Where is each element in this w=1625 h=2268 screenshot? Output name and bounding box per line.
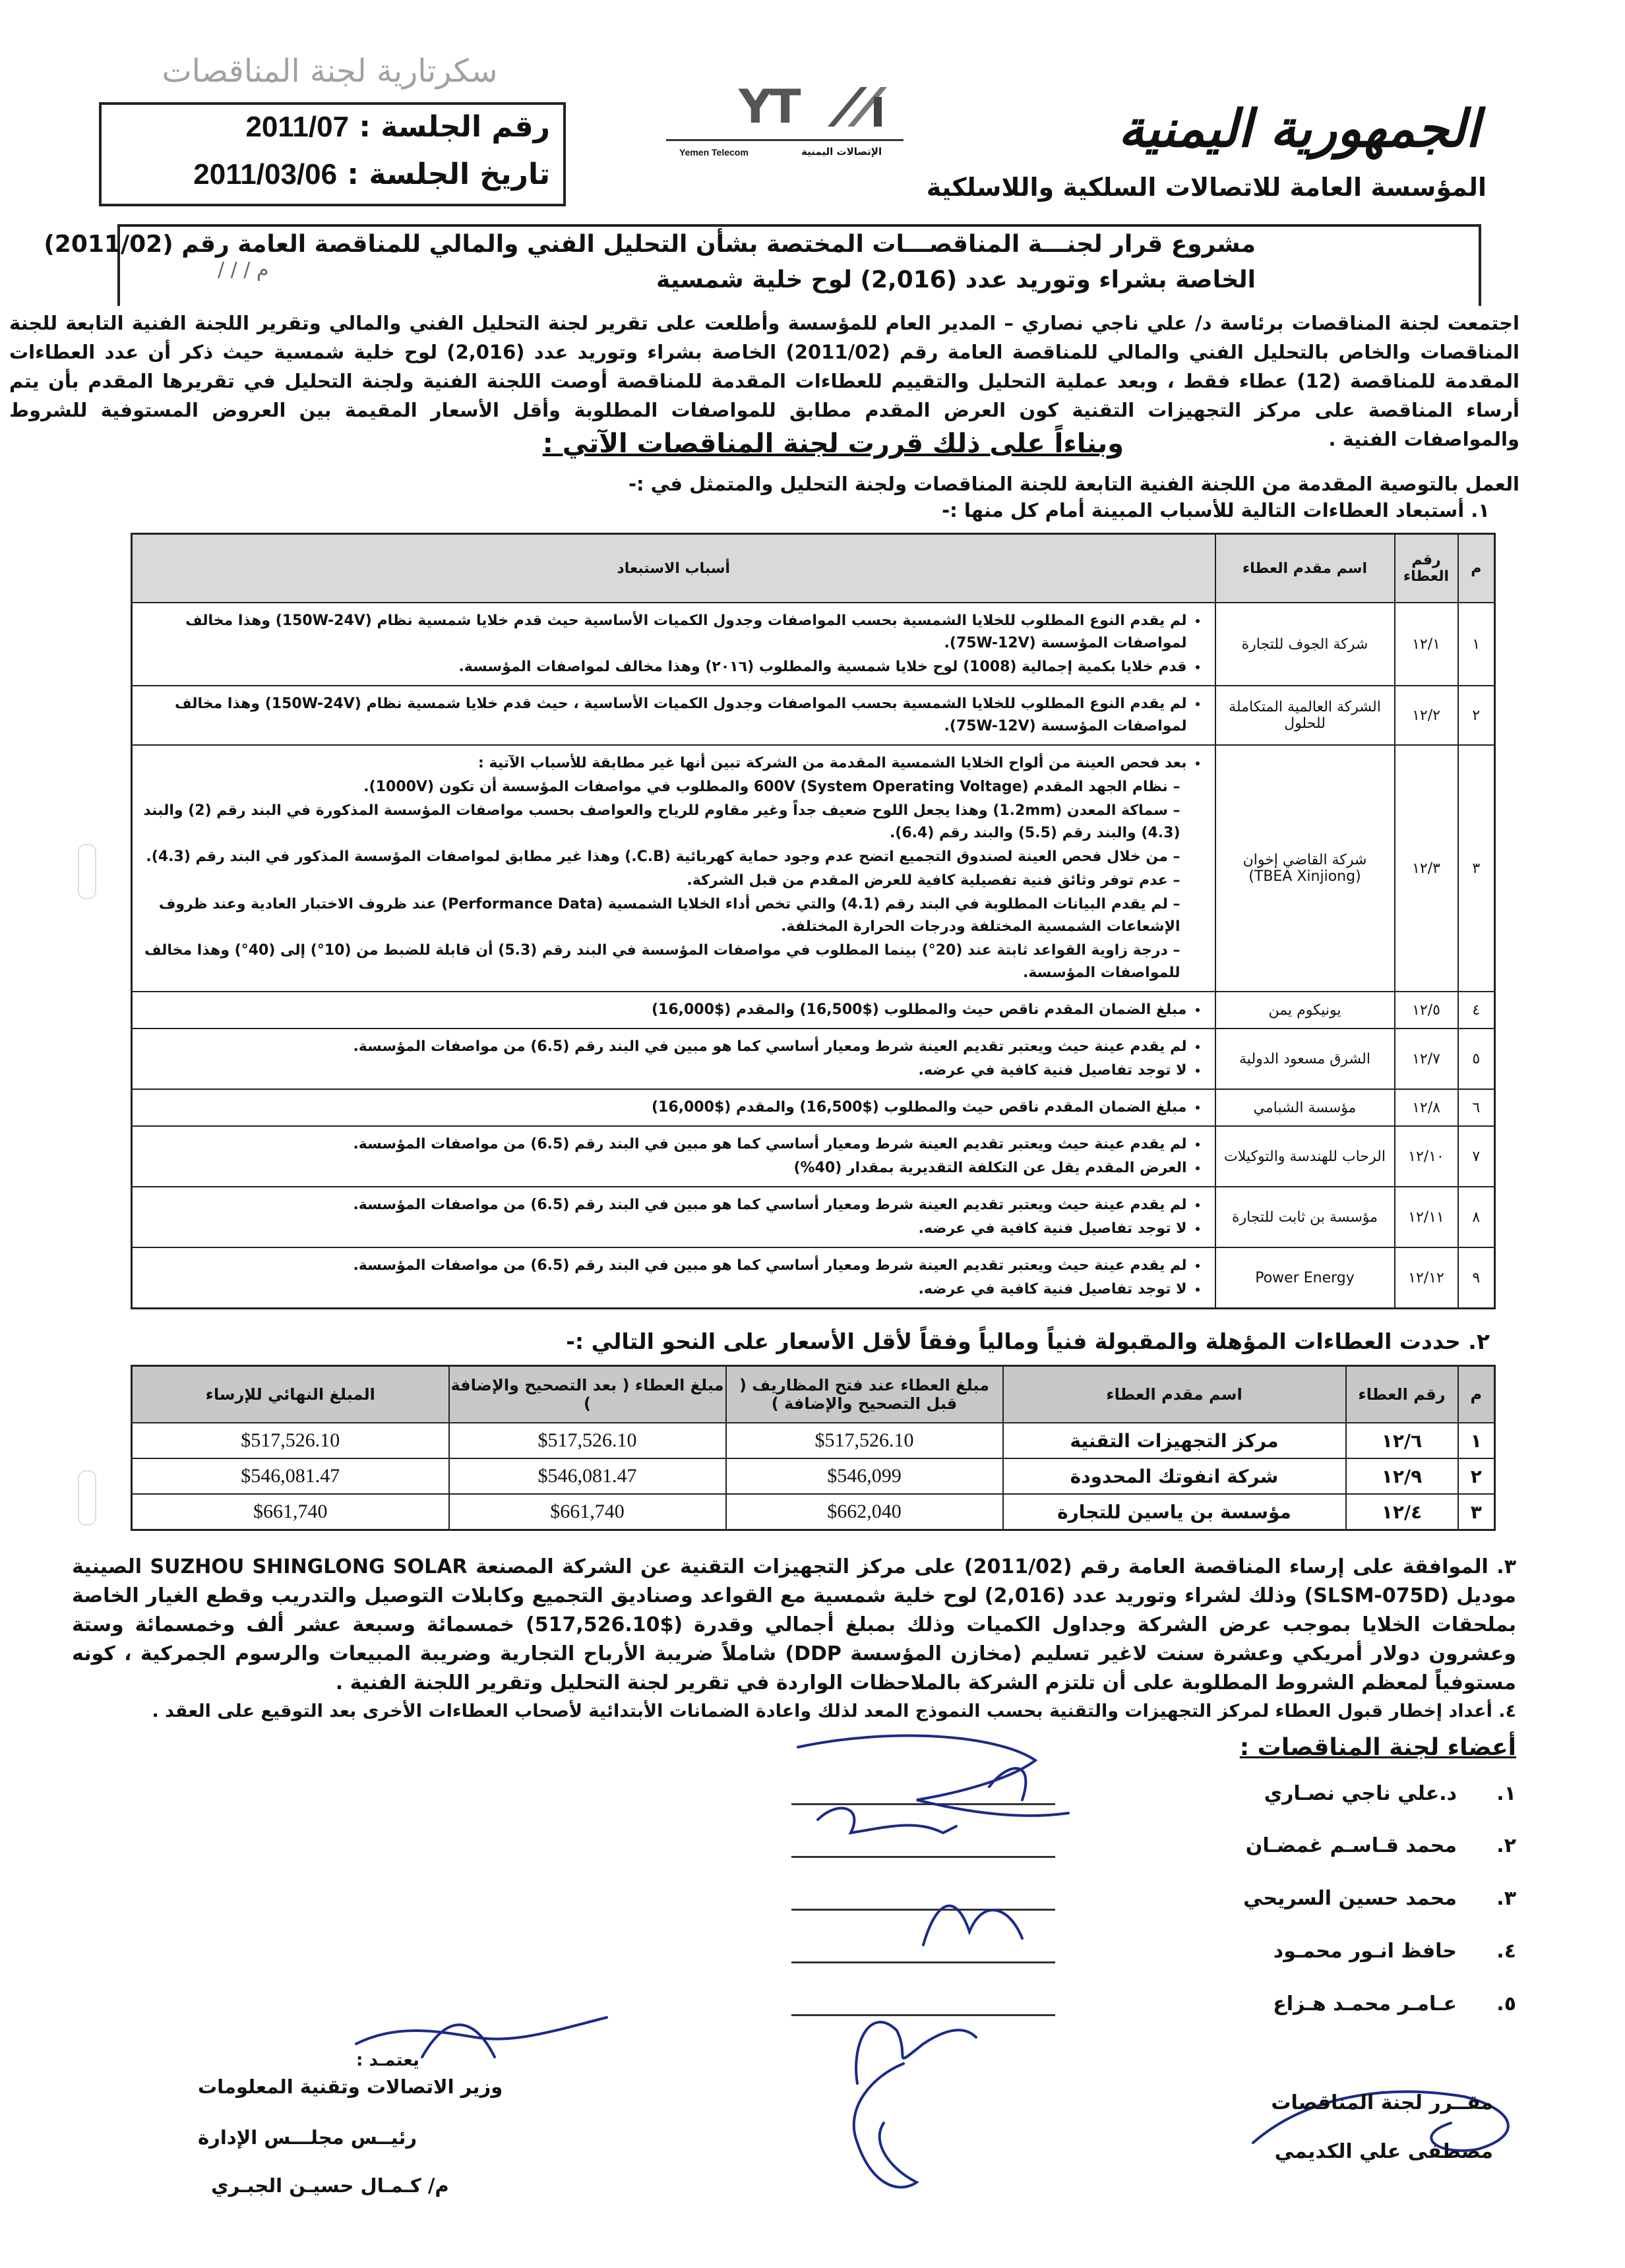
exclusion-reasons — [132, 686, 1215, 745]
table-row — [132, 1423, 1495, 1458]
row-no: ٧ — [1458, 1126, 1495, 1187]
bid-number: ١٢/٨ — [1395, 1089, 1458, 1126]
reason-item: • مبلغ الضمان المقدم ناقص حيث والمطلوب ($16,500) والمقدم ($16,000) — [138, 1096, 1187, 1119]
member-signature — [910, 1886, 1042, 1958]
bidder-name-text: شركة القاضي إخوان — [1242, 852, 1367, 868]
member-5: ٥.عـامـر محمـد هـزاع — [1273, 1992, 1516, 2015]
table-row — [132, 1089, 1495, 1126]
punch-hole — [78, 844, 96, 899]
row-no: ٣ — [1458, 745, 1495, 992]
row-no: ٦ — [1458, 1089, 1495, 1126]
reason-item: • لم يقدم النوع المطلوب للخلايا الشمسية بحسب المواصفات وجدول الكميات الأساسية ، حيث قدم خلايا شمسية نظام (150W-24V) وهذا مخالف لمواصفات المؤسسة (75W-12V). — [138, 693, 1187, 738]
logo-bars-icon — [821, 84, 900, 130]
bidder-name — [1215, 1126, 1395, 1187]
rapporteur-title: مقــرر لجنة المناقصات — [1271, 2091, 1493, 2114]
col-bidder: اسم مقدم العطاء — [1003, 1366, 1346, 1423]
logo-mark: YT — [739, 80, 799, 134]
rapporteur-name: مصطفى علي الكديمي — [1274, 2140, 1493, 2163]
bidder-name: شركة انفوتك المحدودة — [1003, 1458, 1346, 1494]
qualified-bids-table — [131, 1365, 1496, 1531]
amount-final: $546,081.47 — [132, 1458, 449, 1494]
amount-after: $661,740 — [449, 1494, 726, 1530]
reason-item: • بعد فحص العينة من ألواح الخلايا الشمسية المقدمة من الشركة تبين أنها غير مطابقة للأسباب الآتية : — [138, 752, 1187, 775]
reason-item: – عدم توفر وثائق فنية تفصيلية كافية للعرض المقدم من قبل الشركة. — [138, 870, 1187, 892]
item-1: ١. أستبعاد العطاءات التالية للأسباب المبينة أمام كل منها :- — [942, 499, 1490, 522]
reason-item: • مبلغ الضمان المقدم ناقص حيث والمطلوب ($16,500) والمقدم ($16,000) — [138, 999, 1187, 1021]
bid-number: ١٢/١٢ — [1395, 1247, 1458, 1309]
session-number-row — [245, 110, 550, 144]
bid-number: ١٢/١١ — [1395, 1187, 1458, 1247]
col-bid: رقم العطاء — [1395, 534, 1458, 603]
bid-number: ١٢/٦ — [1346, 1423, 1458, 1458]
col-no: م — [1458, 1366, 1495, 1423]
table-row — [132, 1494, 1495, 1530]
col-final: المبلغ النهائي للإرساء — [132, 1366, 449, 1423]
item-4: ٤. أعداد إخطار قبول العطاء لمركز التجهيزات والتقنية بحسب النموذج المعد لذلك واعادة الضمانات الأبتدائية لأصحاب العطاءات الأخرى بعد التوقيع على العقد . — [152, 1701, 1516, 1721]
reason-item: • لم يقدم عينة حيث ويعتبر تقديم العينة شرط ومعيار أساسي كما هو مبين في البند رقم (6.5) من مواصفات المؤسسة. — [138, 1133, 1187, 1156]
bid-number: ١٢/٥ — [1395, 992, 1458, 1029]
bidder-name-text: يونيكوم يمن — [1268, 1001, 1341, 1019]
decision-subtitle: الخاصة بشراء وتوريد عدد (2,016) لوح خلية شمسية — [656, 266, 1256, 293]
intro-paragraph: اجتمعت لجنة المناقصات برئاسة د/ علي ناجي نصاري – المدير العام للمؤسسة وأطلعت على تقرير لجنة التحليل الفني والمالي وتقرير اللجنة الفنية التابعة للجنة المناقصات والخاص بالتحليل الفني والمالي للمناقصة العامة رقم (2011/02) الخاصة بشراء وتوريد عدد (2,016) لوح خلية شمسية حيث ذكر أن عدد العطاءات المقدمة للمناقصة (12) عطاء فقط ، وبعد عملية التحليل والتقييم للعطاءات المقدمة للمناقصة أوصت اللجنة الفنية ولجنة التحليل في تقريرها المقدم بأن يتم أرساء المناقصة على مركز التجهيزات التقنية كون العرض المقدم مطابق للمواصفات المطلوبة وأقل الأسعار المقيمة بين العروض المستوفية للشروط والمواصفات الفنية . — [9, 312, 1520, 450]
member-1: ١.د.علي ناجي نصـاري — [1264, 1782, 1516, 1805]
exclusion-reasons — [132, 992, 1215, 1029]
exclusion-reasons — [132, 1029, 1215, 1089]
bid-number: ١٢/١٠ — [1395, 1126, 1458, 1187]
col-no: م — [1458, 534, 1495, 603]
session-box — [99, 102, 566, 206]
punch-hole — [78, 1470, 96, 1526]
bidder-name-text: مؤسسة الشبامي — [1253, 1099, 1357, 1116]
bidder-name — [1215, 1029, 1395, 1089]
logo-underline — [666, 139, 904, 141]
table-row — [132, 603, 1495, 686]
row-no: ١ — [1458, 603, 1495, 686]
reason-item: • لم يقدم عينة حيث ويعتبر تقديم العينة شرط ومعيار أساسي كما هو مبين في البند رقم (6.5) من مواصفات المؤسسة. — [138, 1255, 1187, 1277]
member-4: ٤.حافظ انـور محمـود — [1273, 1940, 1516, 1963]
row-no: ٩ — [1458, 1247, 1495, 1309]
reason-item: • لم يقدم عينة حيث ويعتبر تقديم العينة شرط ومعيار أساسي كما هو مبين في البند رقم (6.5) من مواصفات المؤسسة. — [138, 1036, 1187, 1058]
bid-number: ١٢/١ — [1395, 603, 1458, 686]
row-no: ٣ — [1458, 1494, 1495, 1530]
logo-english: Yemen Telecom — [679, 147, 749, 158]
reason-item: • لا توجد تفاصيل فنية كافية في عرضه. — [138, 1059, 1187, 1082]
bidder-name: مؤسسة بن ياسين للتجارة — [1003, 1494, 1346, 1530]
member-signature — [831, 2050, 936, 2202]
reason-item: • لا توجد تفاصيل فنية كافية في عرضه. — [138, 1218, 1187, 1240]
session-date-row — [193, 158, 550, 191]
exclusion-reasons — [132, 603, 1215, 686]
members-title: أعضاء لجنة المناقصات : — [1239, 1734, 1516, 1761]
table-row — [132, 1458, 1495, 1494]
reason-item: • لا توجد تفاصيل فنية كافية في عرضه. — [138, 1278, 1187, 1301]
reason-item: – من خلال فحص العينة لصندوق التجميع اتضح عدم وجود حماية كهربائية (C.B.) وهذا غير مطابق لمواصفات المؤسسة المذكور في البند رقم (4.3). — [138, 846, 1187, 868]
table-row — [132, 1187, 1495, 1247]
bidder-name: مركز التجهيزات التقنية — [1003, 1423, 1346, 1458]
member-2: ٢.محمد قـاسـم غمضـان — [1245, 1834, 1516, 1857]
minister-title: وزير الاتصالات وتقنية المعلومات — [198, 2075, 503, 2098]
session-number-label: رقم الجلسة : — [359, 110, 550, 144]
bidder-name — [1215, 686, 1395, 745]
bidder-name — [1215, 745, 1395, 992]
col-reasons: أسباب الاستبعاد — [132, 534, 1215, 603]
signature-line — [791, 1961, 1055, 1963]
bidder-name — [1215, 1089, 1395, 1126]
col-opening: مبلغ العطاء عند فتح المظاريف ( قبل التصحيح والإضافة ) — [726, 1366, 1003, 1423]
row-no: ٢ — [1458, 686, 1495, 745]
table-header-row — [132, 534, 1495, 603]
table-row — [132, 1029, 1495, 1089]
exclusion-reasons — [132, 1089, 1215, 1126]
item-3: ٣. الموافقة على إرساء المناقصة العامة رقم (2011/02) على مركز التجهيزات التقنية عن الشركة المصنعة SUZHOU SHINGLONG SOLAR الصينية موديل (SLSM-075D) وذلك لشراء وتوريد عدد (2,016) لوح خلية شمسية مع القواعد وصناديق التجميع وكابلات التوصيل والتدريب وقطع الغيار الخاصة بملحقات الخلايا بموجب عرض الشركة وجداول الكميات وذلك بمبلغ أجمالي وقدرة ($517,526.10) خمسمائة وسبعة عشر ألف وخمسمائة وستة وعشرون دولار أمريكي وعشرة سنت لاغير تسليم (مخازن المؤسسة DDP) شاملاً ضريبة الأرباح التجارية وضريبة المبيعات والرسوم الجمركية ، كونه مستوفياً لمعظم الشروط المطلوبة على أن تلتزم الشركة بالملاحظات الواردة في تقرير لجنة التحليل وتقرير اللجنة الفنية . — [72, 1555, 1517, 1694]
reason-item: • لم يقدم النوع المطلوب للخلايا الشمسية بحسب المواصفات وجدول الكميات الأساسية حيث قدم خلايا شمسية نظام (150W-24V) وهذا مخالف لمواصفات المؤسسة (75W-12V). — [138, 610, 1187, 655]
table-row — [132, 686, 1495, 745]
col-bid: رقم العطاء — [1346, 1366, 1458, 1423]
bidder-name — [1215, 603, 1395, 686]
row-no: ٤ — [1458, 992, 1495, 1029]
exclusion-reasons — [132, 745, 1215, 992]
table-row — [132, 1247, 1495, 1309]
col-bidder: اسم مقدم العطاء — [1215, 534, 1395, 603]
amount-opening: $517,526.10 — [726, 1423, 1003, 1458]
minister-name: م/ كـمـال حسيـن الجبـري — [211, 2174, 449, 2197]
row-no: ١ — [1458, 1423, 1495, 1458]
bidder-name-text: الشرق مسعود الدولية — [1239, 1050, 1370, 1067]
amount-after: $546,081.47 — [449, 1458, 726, 1494]
exclusion-reasons — [132, 1187, 1215, 1247]
bidder-name-text: شركة الجوف للتجارة — [1241, 636, 1368, 653]
bidder-name-english: (TBEA Xinjiong) — [1248, 868, 1361, 885]
session-date-label: تاريخ الجلسة : — [347, 158, 550, 191]
decision-title: مشروع قرار لجنـــة المناقصـــات المختصة بشأن التحليل الفني والمالي للمناقصة العامة رقم (2011/02) — [44, 231, 1256, 258]
reason-item: – لم يقدم البيانات المطلوبة في البند رقم (4.1) والتي تخص أداء الخلايا الشمسية (Performance Data) عند ظروف الاختبار العادية وعند ظروف الإشعاعات الشمسية المختلفة ودرجات الحرارة المختلفة. — [138, 893, 1187, 938]
session-number: 2011/07 — [245, 111, 350, 143]
excluded-bids-table — [131, 533, 1496, 1309]
amount-opening: $546,099 — [726, 1458, 1003, 1494]
republic-title: الجمهورية اليمنية — [1118, 99, 1480, 159]
exclusion-reasons — [132, 1126, 1215, 1187]
decision-heading: وبناءاً على ذلك قررت لجنة المناقصات الآتي : — [542, 429, 1124, 459]
logo-arabic: الإتصالات اليمنية — [801, 146, 882, 158]
amount-after: $517,526.10 — [449, 1423, 726, 1458]
amount-final: $661,740 — [132, 1494, 449, 1530]
table-header-row — [132, 1366, 1495, 1423]
bid-number: ١٢/٣ — [1395, 745, 1458, 992]
amount-final: $517,526.10 — [132, 1423, 449, 1458]
tender-committee-stamp: سكرتارية لجنة المناقصات — [162, 53, 498, 90]
reason-item: – درجة زاوية القواعد ثابتة عند (20°) بينما المطلوب في مواصفات المؤسسة في البند رقم (5.3) أن قابلة للضبط من (10°) إلى (40°) وهذا مخالف للمواصفات المؤسسة. — [138, 940, 1187, 984]
reason-item: • العرض المقدم يقل عن التكلفة التقديرية بمقدار (40%) — [138, 1157, 1187, 1179]
table-row — [132, 745, 1495, 992]
board-chairman-title: رئيــس مجلـــس الإدارة — [198, 2126, 417, 2149]
table-row — [132, 992, 1495, 1029]
bidder-name — [1215, 1247, 1395, 1309]
bidder-name-text: الشركة العالمية المتكاملة للحلول — [1229, 699, 1381, 732]
bidder-name — [1215, 1187, 1395, 1247]
reason-item: – نظام الجهد المقدم 600V (System Operating Voltage) والمطلوب في مواصفات المؤسسة أن تكون (1000V). — [138, 776, 1187, 798]
amount-opening: $662,040 — [726, 1494, 1003, 1530]
bidder-name — [1215, 992, 1395, 1029]
item-2: ٢. حددت العطاءات المؤهلة والمقبولة فنياً ومالياً وفقاً لأقل الأسعار على النحو التالي :- — [566, 1328, 1490, 1354]
corporation-name: المؤسسة العامة للاتصالات السلكية واللاسلكية — [926, 173, 1487, 202]
reason-item: • قدم خلايا بكمية إجمالية (1008) لوح خلايا شمسية والمطلوب (٢٠١٦) وهذا مخالف لمواصفات المؤسسة. — [138, 656, 1187, 678]
bidder-name-text: مؤسسة بن ثابت للتجارة — [1231, 1209, 1378, 1226]
bid-number: ١٢/٢ — [1395, 686, 1458, 745]
exclusion-reasons — [132, 1247, 1215, 1309]
bid-number: ١٢/٧ — [1395, 1029, 1458, 1089]
member-signature — [758, 1721, 1128, 1879]
row-no: ٥ — [1458, 1029, 1495, 1089]
reason-item: • لم يقدم عينة حيث ويعتبر تقديم العينة شرط ومعيار أساسي كما هو مبين في البند رقم (6.5) من مواصفات المؤسسة. — [138, 1194, 1187, 1216]
date-blank: م / / / — [218, 258, 269, 282]
company-logo — [666, 76, 910, 175]
bid-number: ١٢/٩ — [1346, 1458, 1458, 1494]
session-date: 2011/03/06 — [193, 158, 338, 191]
col-after: مبلغ العطاء ( بعد التصحيح والإضافة ) — [449, 1366, 726, 1423]
table-row — [132, 1126, 1495, 1187]
approval-label: يعتمـد : — [356, 2050, 419, 2070]
bidder-name-text: Power Energy — [1255, 1269, 1355, 1286]
row-no: ٢ — [1458, 1458, 1495, 1494]
bidder-name-text: الرحاب للهندسة والتوكيلات — [1224, 1148, 1386, 1165]
member-3: ٣.محمد حسين السريحي — [1243, 1887, 1516, 1910]
reason-item: – سماكة المعدن (1.2mm) وهذا يجعل اللوح ضعيف جداً وغير مقاوم للرياح والعواصف بحسب مواصفات المؤسسة المذكورة في البند رقم (2) والبند (4.3) والبند رقم (5.5) والبند رقم (6.4). — [138, 800, 1187, 845]
row-no: ٨ — [1458, 1187, 1495, 1247]
work-line: العمل بالتوصية المقدمة من اللجنة الفنية التابعة للجنة المناقصات ولجنة التحليل والمتمثل في :- — [628, 473, 1519, 495]
bid-number: ١٢/٤ — [1346, 1494, 1458, 1530]
